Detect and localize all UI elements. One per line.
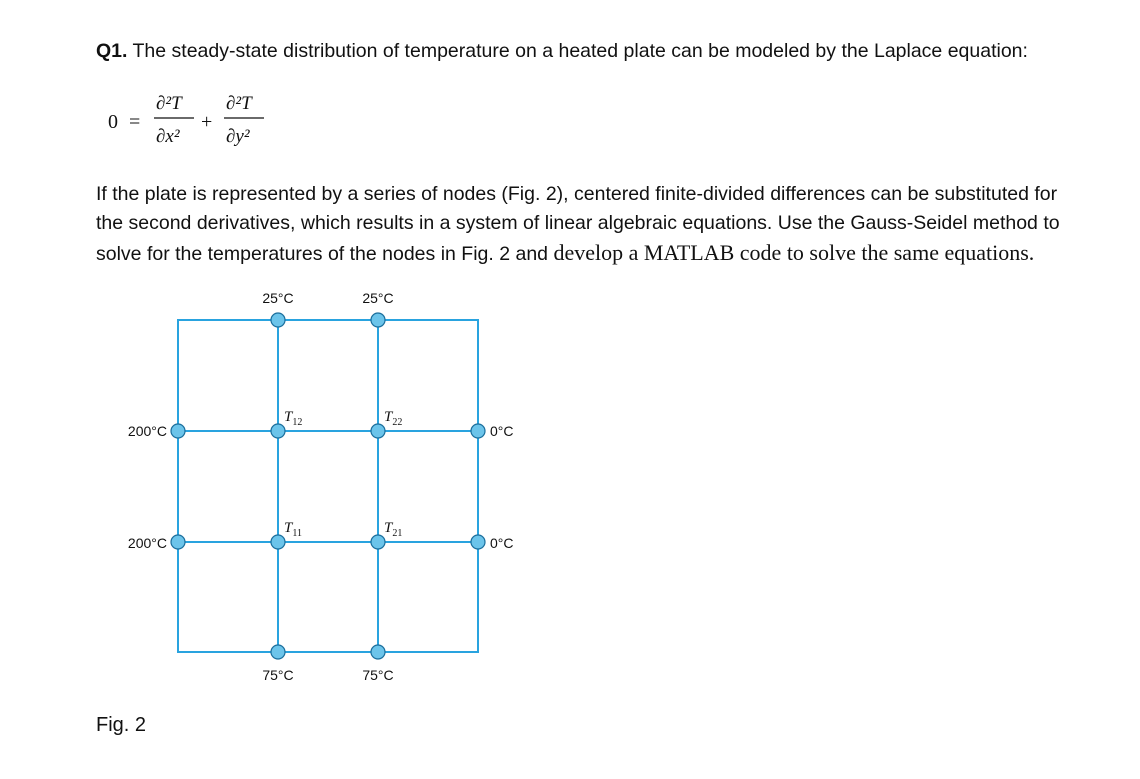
equation-denominator-x: ∂x² bbox=[156, 126, 180, 147]
equation-numerator-x: ∂²T bbox=[156, 93, 182, 114]
interior-node-t12 bbox=[271, 424, 285, 438]
interior-node-t11 bbox=[271, 535, 285, 549]
boundary-node-bottom-left bbox=[271, 645, 285, 659]
label-top-right: 25°C bbox=[362, 290, 394, 306]
label-bottom-right: 75°C bbox=[362, 667, 394, 683]
paragraph-line-3-part-2: develop a MATLAB code to solve the same equations. bbox=[553, 240, 1035, 265]
equation-denominator-y: ∂y² bbox=[226, 126, 250, 147]
label-right-upper: 0°C bbox=[490, 423, 514, 439]
label-bottom-left: 75°C bbox=[262, 667, 294, 683]
paragraph-line-3 bbox=[96, 238, 1116, 269]
boundary-node-right-upper bbox=[471, 424, 485, 438]
label-left-upper: 200°C bbox=[127, 423, 167, 439]
laplace-equation bbox=[96, 84, 316, 164]
grid-lines bbox=[178, 320, 478, 652]
paragraph-line-2: the second derivatives, which results in a system of linear algebraic equations. Use the Gauss-Seidel method to bbox=[96, 212, 1060, 234]
node-label-t11: $T_{11}$ bbox=[284, 520, 302, 539]
equation-plus: + bbox=[201, 111, 213, 133]
question-number: Q1. bbox=[96, 40, 128, 62]
label-top-left: 25°C bbox=[262, 290, 294, 306]
equation-numerator-y: ∂²T bbox=[226, 93, 252, 114]
paragraph-line-3-part-1: solve for the temperatures of the nodes in Fig. 2 and bbox=[96, 243, 554, 265]
node-label-t22: $T_{22}$ bbox=[384, 409, 403, 428]
boundary-node-right-lower bbox=[471, 535, 485, 549]
boundary-node-top-right bbox=[371, 313, 385, 327]
paragraph-line-1: If the plate is represented by a series of nodes (Fig. 2), centered finite-divided differences can be substituted for bbox=[96, 183, 1058, 205]
boundary-node-bottom-right bbox=[371, 645, 385, 659]
node-label-t21: $T_{21}$ bbox=[384, 520, 403, 539]
boundary-node-top-left bbox=[271, 313, 285, 327]
label-left-lower: 200°C bbox=[127, 535, 167, 551]
plate-boundary bbox=[178, 320, 478, 652]
node-grid-figure bbox=[100, 280, 540, 700]
question-heading bbox=[96, 40, 1028, 63]
boundary-node-left-lower bbox=[171, 535, 185, 549]
interior-node-t22 bbox=[371, 424, 385, 438]
problem-paragraph bbox=[96, 180, 1116, 269]
question-intro: The steady-state distribution of temperature on a heated plate can be modeled by the Laplace equation: bbox=[127, 40, 1028, 62]
boundary-node-left-upper bbox=[171, 424, 185, 438]
interior-node-t21 bbox=[371, 535, 385, 549]
equation-lhs: 0 bbox=[108, 111, 118, 133]
label-right-lower: 0°C bbox=[490, 535, 514, 551]
equation-equals: = bbox=[129, 111, 141, 133]
figure-caption: Fig. 2 bbox=[96, 714, 147, 736]
node-label-t12: $T_{12}$ bbox=[284, 409, 303, 428]
